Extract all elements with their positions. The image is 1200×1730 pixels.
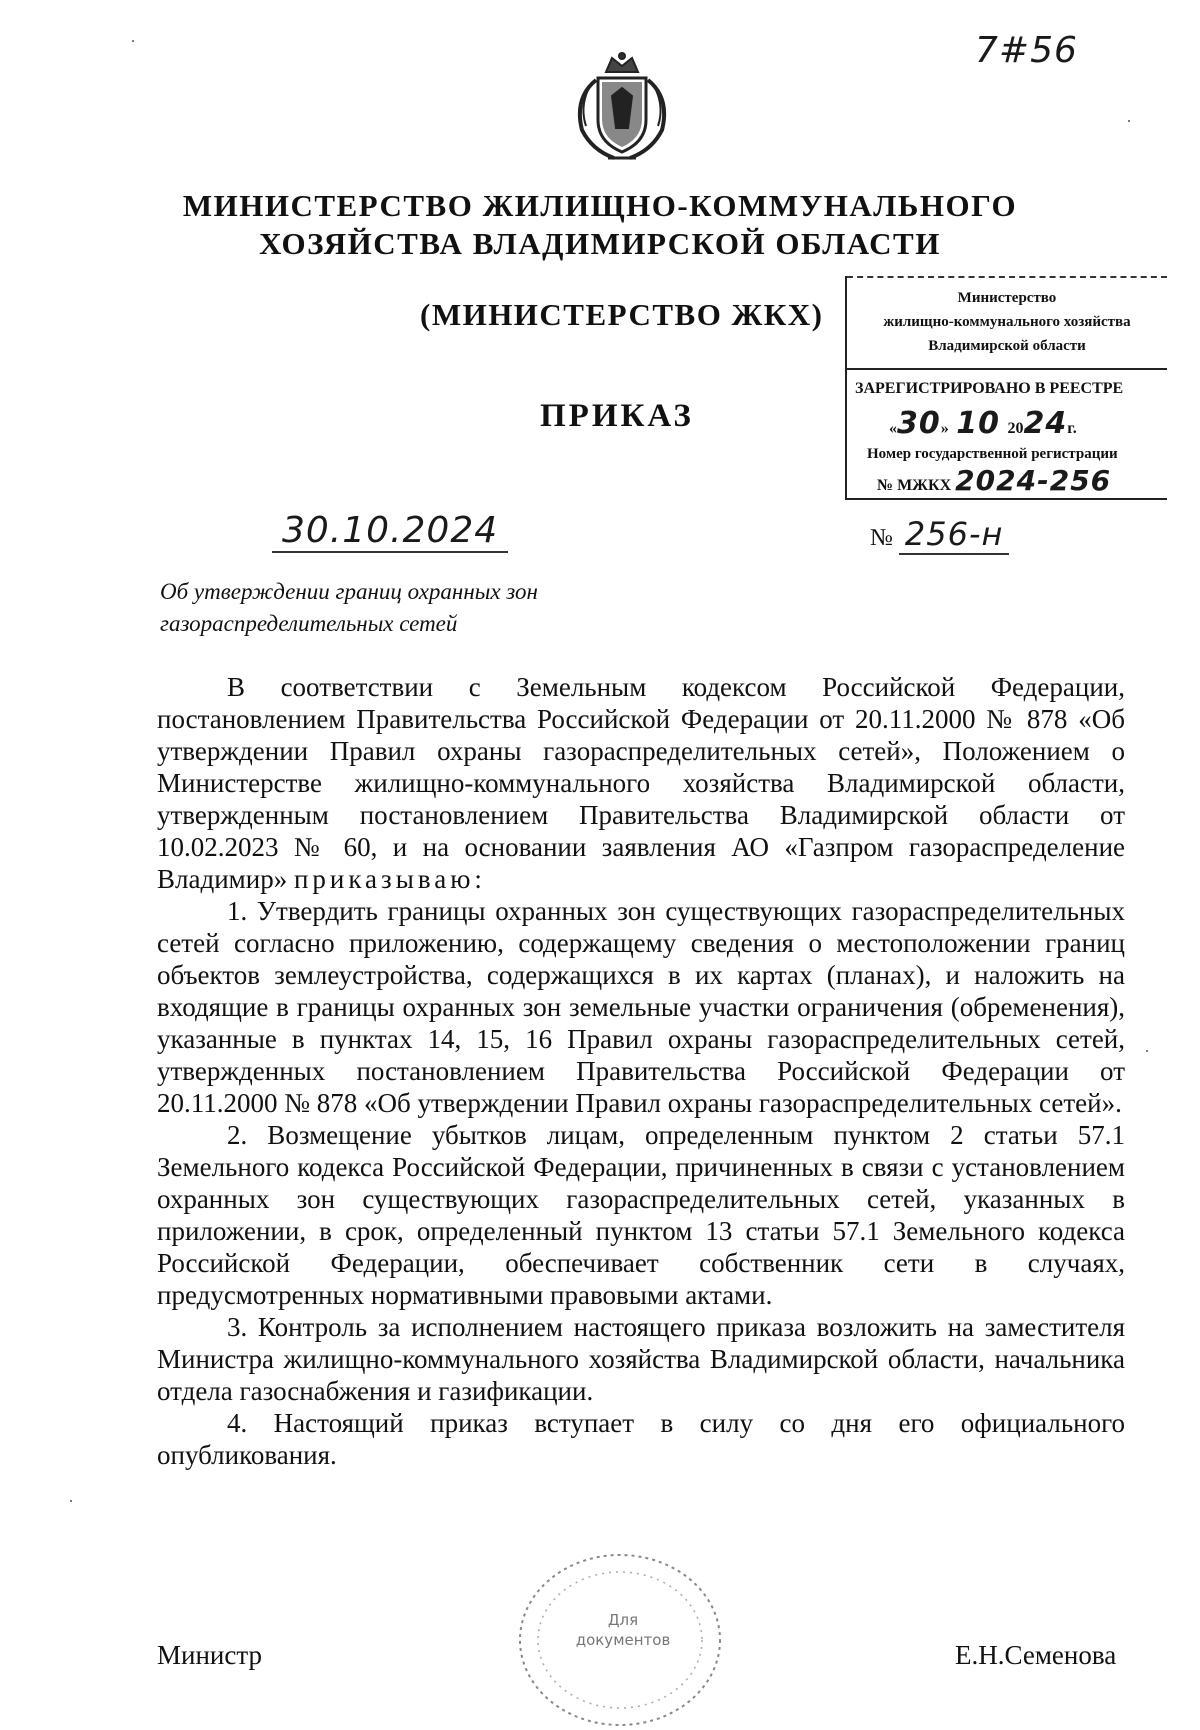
order-number-value: 256-н bbox=[899, 515, 1010, 555]
body-item-3: 3. Контроль за исполнением настоящего приказа возложить на заместителя Министра жилищно-коммунального хозяйства Владимирской области, начальника отдела газоснабжения и газификации. bbox=[157, 1312, 1125, 1406]
signature-name: Е.Н.Семенова bbox=[955, 1640, 1117, 1670]
stamp-date-quote-close: » bbox=[940, 420, 949, 437]
preamble-text: В соответствии с Земельным кодексом Российской Федерации, постановлением Правительства Российской Федерации от 20.11.2000 № 878 «Об утверждении Правил охраны газораспределительных сетей», Положением о Министерстве жилищно-коммунального хозяйства Владимирской области, утвержденным постановлением Правительства Владимирской области от 10.02.2023 № 60, и на основании заявления АО «Газпром газораспределение Владимир» bbox=[157, 672, 1125, 894]
stamp-divider bbox=[847, 368, 1167, 370]
round-seal-stamp bbox=[505, 1545, 735, 1730]
stamp-date-day: 30 bbox=[897, 406, 941, 441]
stamp-org-line1: Министерство bbox=[957, 290, 1057, 306]
scan-speck bbox=[132, 40, 134, 42]
scan-speck bbox=[1128, 120, 1130, 122]
stamp-date-quote-open: « bbox=[889, 420, 897, 437]
order-body bbox=[157, 671, 1125, 1471]
stamp-year-mark: г. bbox=[1067, 420, 1077, 437]
stamp-year-prefix: 20 bbox=[1007, 420, 1024, 437]
coat-of-arms-emblem bbox=[568, 50, 676, 166]
order-word: приказываю: bbox=[293, 864, 486, 894]
ministry-name-line2: ХОЗЯЙСТВА ВЛАДИМИРСКОЙ ОБЛАСТИ bbox=[259, 226, 941, 261]
subject-line2: газораспределительных сетей bbox=[160, 611, 458, 636]
stamp-registered-label: ЗАРЕГИСТРИРОВАНО В РЕЕСТРЕ bbox=[855, 380, 1124, 397]
ministry-name-line1: МИНИСТЕРСТВО ЖИЛИЩНО-КОММУНАЛЬНОГО bbox=[182, 188, 1018, 223]
seal-text-line1: Для bbox=[607, 1611, 639, 1629]
stamp-number-value: 2024-256 bbox=[955, 464, 1112, 497]
scan-speck bbox=[70, 1500, 72, 1502]
stamp-dashed-border bbox=[847, 276, 1167, 278]
stamp-org-line3: Владимирской области bbox=[928, 338, 1086, 354]
stamp-org-line2: жилищно-коммунального хозяйства bbox=[883, 314, 1131, 330]
body-item-2: 2. Возмещение убытков лицам, определенным пунктом 2 статьи 57.1 Земельного кодекса Российской Федерации, причиненных в связи с установлением охранных зон существующих газораспределительных сетей, указанных в приложении, в срок, определенный пунктом 13 статьи 57.1 Земельного кодекса Российской Федерации, обеспечивает собственник сети в случаях, предусмотренных нормативными правовыми актами. bbox=[157, 1120, 1125, 1310]
order-date: 30.10.2024 bbox=[272, 510, 508, 553]
ministry-short-name: (МИНИСТЕРСТВО ЖКХ) bbox=[420, 297, 824, 332]
seal-text-line2: документов bbox=[575, 1631, 671, 1649]
order-number-prefix: № bbox=[870, 525, 893, 551]
order-title: ПРИКАЗ bbox=[540, 398, 694, 434]
stamp-organization bbox=[847, 286, 1167, 358]
order-number bbox=[870, 515, 1009, 553]
stamp-number-label: Номер государственной регистрации bbox=[867, 446, 1118, 462]
stamp-number-row bbox=[877, 464, 1111, 497]
stamp-number-prefix: № МЖКХ bbox=[877, 477, 952, 494]
body-preamble bbox=[157, 671, 1125, 895]
body-item-4: 4. Настоящий приказ вступает в силу со дня его официального опубликования. bbox=[157, 1408, 1125, 1470]
signature-title: Министр bbox=[157, 1640, 262, 1670]
handwritten-corner-mark: 7#56 bbox=[975, 30, 1078, 71]
body-item-1: 1. Утвердить границы охранных зон существующих газораспределительных сетей согласно приложению, содержащему сведения о местоположении границ объектов землеустройства, содержащихся в их картах (планах), и наложить на входящие в границы охранных зон земельные участки ограничения (обременения), указанные в пунктах 14, 15, 16 Правил охраны газораспределительных сетей, утвержденных постановлением Правительства Российской Федерации от 20.11.2000 № 878 «Об утверждении Правил охраны газораспределительных сетей». bbox=[157, 896, 1125, 1118]
order-subject bbox=[160, 576, 760, 640]
subject-line1: Об утверждении границ охранных зон bbox=[160, 579, 538, 604]
stamp-registration-date bbox=[889, 406, 1077, 441]
scan-speck bbox=[1146, 1050, 1148, 1052]
stamp-year-suffix: 24 bbox=[1023, 406, 1068, 441]
stamp-date-month: 10 bbox=[956, 406, 1000, 441]
registration-stamp bbox=[845, 276, 1167, 500]
